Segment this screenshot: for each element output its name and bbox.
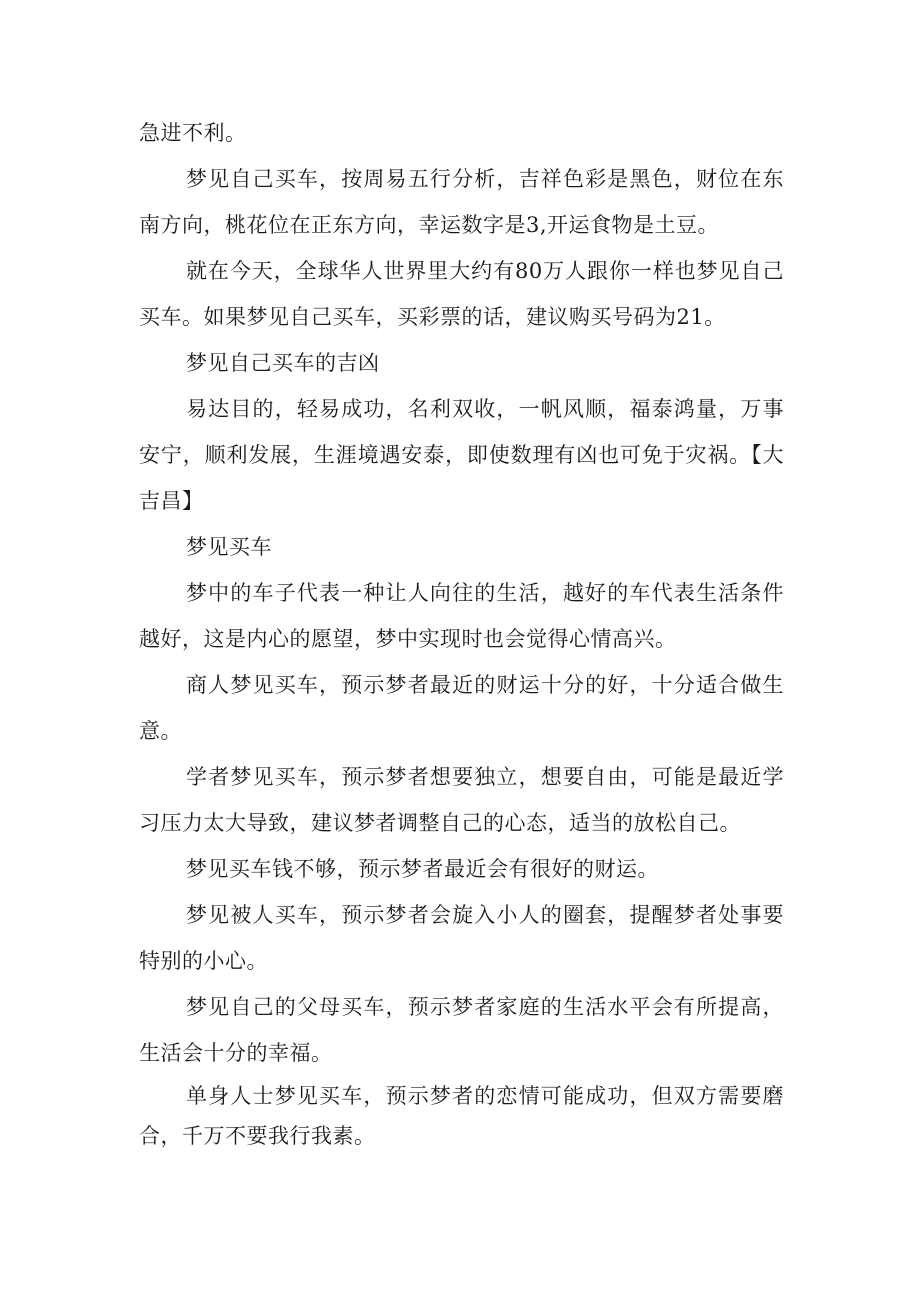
document-body: [139, 110, 784, 1156]
paragraph-continuation: 急进不利。: [139, 121, 247, 145]
section-heading-buy-car: 梦见买车: [186, 535, 272, 559]
paragraph-scholar: 学者梦见买车，预示梦者想要独立，想要自由，可能是最近学习压力太大导致，建议梦者调整自己的心态，适当的放松自己。: [139, 765, 784, 835]
paragraph-lottery: 就在今天，全球华人世界里大约有80万人跟你一样也梦见自己买车。如果梦见自己买车，买彩票的话，建议购买号码为21。: [139, 259, 784, 329]
paragraph-car-meaning: 梦中的车子代表一种让人向往的生活，越好的车代表生活条件越好，这是内心的愿望，梦中实现时也会觉得心情高兴。: [139, 581, 784, 651]
section-heading-fortune: 梦见自己买车的吉凶: [186, 351, 380, 375]
paragraph-parents-buy: 梦见自己的父母买车，预示梦者家庭的生活水平会有所提高，生活会十分的幸福。: [139, 995, 784, 1065]
paragraph-single: 单身人士梦见买车，预示梦者的恋情可能成功，但双方需要磨合，千万不要我行我素。: [139, 1084, 784, 1148]
paragraph-fortune: 易达目的，轻易成功，名利双收，一帆风顺，福泰鸿量，万事安宁，顺利发展，生涯境遇安泰，即使数理有凶也可免于灾祸。【大吉昌】: [139, 397, 784, 513]
paragraph-merchant: 商人梦见买车，预示梦者最近的财运十分的好，十分适合做生意。: [139, 673, 784, 743]
paragraph-not-enough-money: 梦见买车钱不够，预示梦者最近会有很好的财运。: [186, 857, 659, 881]
paragraph-others-buy: 梦见被人买车，预示梦者会旋入小人的圈套，提醒梦者处事要特别的小心。: [139, 903, 784, 973]
paragraph-five-elements: 梦见自己买车，按周易五行分析，吉祥色彩是黑色，财位在东南方向，桃花位在正东方向，幸运数字是3,开运食物是土豆。: [139, 167, 784, 237]
